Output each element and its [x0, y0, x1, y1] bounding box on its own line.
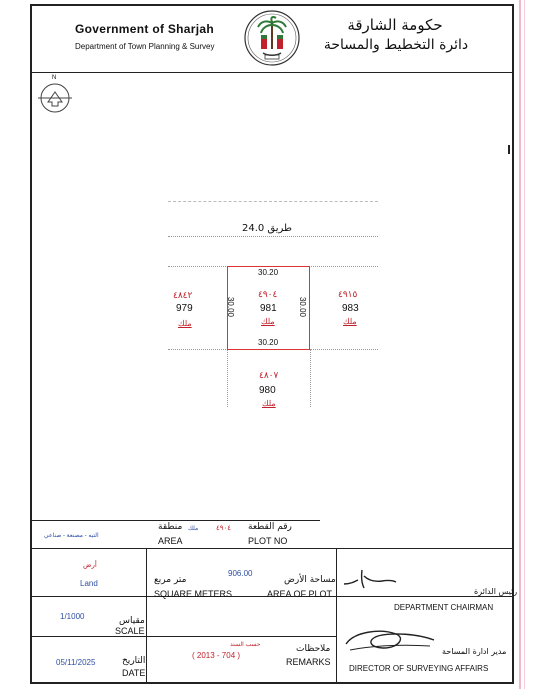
scale-value: 1/1000: [60, 612, 85, 621]
bottom-plot-type: ملك: [262, 399, 276, 408]
plot-boundary-line: [310, 349, 311, 407]
main-plot-type: ملك: [261, 317, 275, 326]
plot-boundary-line: [227, 349, 228, 407]
road-edge-line: [168, 236, 378, 237]
right-plot-type: ملك: [343, 317, 357, 326]
page-edge-line: [519, 0, 521, 689]
header-divider: [30, 72, 514, 73]
sharjah-emblem-icon: [243, 9, 301, 67]
main-plot-number-ar: ٤٩٠٤: [258, 289, 278, 299]
page-edge-line: [524, 0, 525, 689]
table-divider: [30, 548, 514, 549]
government-title-ar: حكومة الشارقة: [347, 16, 443, 34]
chairman-label-en: DEPARTMENT CHAIRMAN: [394, 603, 494, 612]
director-label-ar: مدير ادارة المساحة: [442, 647, 507, 656]
bottom-plot-number-ar: ٤٨٠٧: [259, 370, 279, 380]
area-value: 906.00: [228, 569, 253, 578]
date-label-en: DATE: [122, 668, 146, 678]
director-label-en: DIRECTOR OF SURVEYING AFFAIRS: [349, 664, 489, 673]
table-divider: [146, 548, 147, 684]
plot-no-label-en: PLOT NO: [248, 536, 288, 546]
area-label-ar: منطقة: [158, 522, 183, 532]
north-arrow-icon: [36, 80, 74, 116]
date-value: 05/11/2025: [56, 658, 96, 667]
remarks-value: ( 2013 - 704 ): [192, 651, 241, 660]
director-signature: [340, 622, 440, 656]
left-plot-number-ar: ٤٨٤٢: [173, 290, 193, 300]
area-label-en: AREA: [158, 536, 183, 546]
government-title-en: Government of Sharjah: [75, 22, 214, 36]
right-plot-number: 983: [342, 303, 359, 314]
road-edge-line: [168, 201, 378, 202]
table-divider: [30, 636, 336, 637]
left-plot-type: ملك: [178, 319, 192, 328]
main-plot-top-dimension: 30.20: [258, 268, 279, 277]
north-label: N: [52, 75, 57, 81]
date-label-ar: التاريخ: [122, 656, 146, 666]
plot-number-value: ٤٩٠٤: [216, 525, 232, 532]
bottom-plot-number: 980: [259, 385, 276, 396]
square-meters-en: SQUARE METERS: [154, 589, 233, 599]
chairman-label-ar: رئيس الدائرة: [474, 587, 518, 596]
remarks-note-ar: حسب السند: [230, 642, 261, 648]
area-district: التيه - مصنعة - صناعي: [44, 533, 99, 539]
right-plot-number-ar: ٤٩١٥: [338, 289, 358, 299]
main-plot-number: 981: [260, 303, 277, 314]
square-meters-ar: متر مربع: [154, 575, 187, 585]
main-plot-bottom-dimension: 30.20: [258, 338, 279, 347]
main-plot-right-dimension: 30.00: [298, 296, 308, 318]
department-title-en: Department of Town Planning & Survey: [75, 42, 215, 51]
road-label: طريق 24.0: [241, 223, 293, 234]
land-label-en: Land: [80, 579, 98, 588]
department-title-ar: دائرة التخطيط والمساحة: [323, 37, 469, 53]
scale-label-en: SCALE: [115, 626, 145, 636]
left-plot-number: 979: [176, 303, 193, 314]
area-code: ملك: [188, 526, 199, 532]
table-divider: [336, 548, 337, 684]
area-of-plot-en: AREA OF PLOT: [267, 589, 333, 599]
remarks-label-en: REMARKS: [286, 657, 331, 667]
land-label-ar: أرض: [83, 562, 97, 569]
table-divider: [30, 520, 320, 521]
plot-no-label-ar: رقم القطعة: [248, 522, 292, 532]
chairman-signature: [340, 566, 400, 592]
scale-label-ar: مقياس: [119, 616, 145, 626]
remarks-label-ar: ملاحظات: [296, 644, 331, 654]
edge-mark: [508, 145, 510, 154]
area-of-plot-ar: مساحة الأرض: [284, 575, 336, 585]
main-plot-left-dimension: 30.00: [226, 296, 236, 318]
